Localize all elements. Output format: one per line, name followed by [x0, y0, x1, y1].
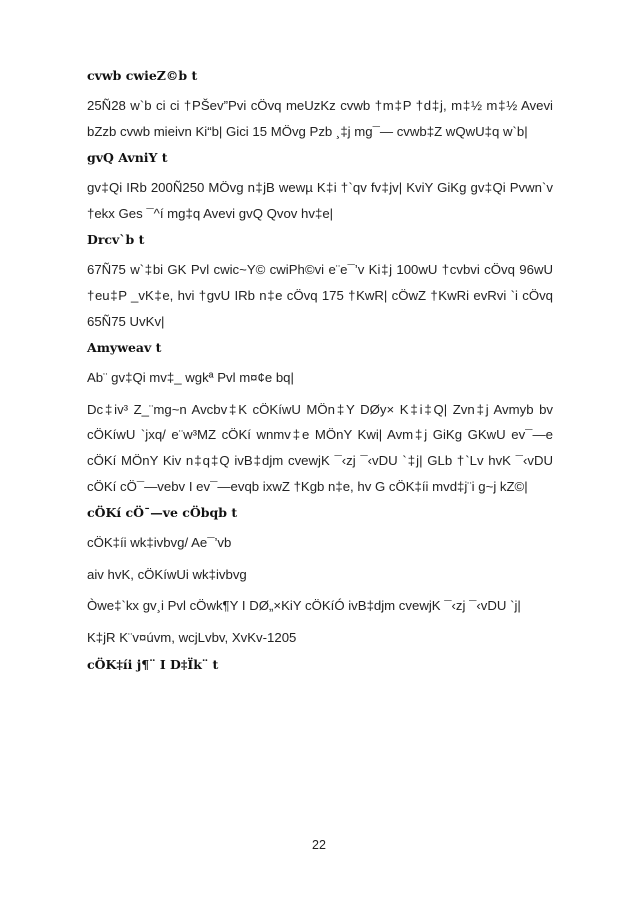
paragraph-water-change: 25Ñ28 w`b ci ci †PŠev”Pvi cÖvq meUzKz cvwb †m‡P †d‡j, m‡½ m‡½ Avevi bZzb cvwb mieivn Ki“b| Gici 15 MÖvg Pzb ¸‡j mg¯— cvwb‡Z wQwU‡q w`b| — [87, 98, 553, 139]
paragraph-project-title: Òwe‡`kx gv¸i Pvl cÖwk¶Y I DØ„×KiY cÖKíÓ ivB‡djm cvewjK ¯‹zj ¯‹vDU `j| — [87, 598, 521, 614]
page-number: 22 — [312, 838, 326, 852]
paragraph-project-title-intro: aiv hvK, cÖKíwUi wk‡ivbvg — [87, 566, 247, 582]
section-heading-disadvantages: Amyweav t — [87, 340, 162, 356]
section-heading-production: Drcv`b t — [87, 232, 145, 248]
paragraph-harvest: gv‡Qi IRb 200Ñ250 MÖvg n‡jB wewµ K‡i †`qv fv‡jv| KviY GiKg gv‡Qi Pvwn`v †ekx Ges ¯^í mg‡q Avevi gvQ Qvov hv‡e| — [87, 180, 553, 221]
section-heading-harvest: gvQ AvniY t — [87, 150, 168, 166]
paragraph-project-intro: Dc‡iv³ Z_¨mg~n Avcbv‡K cÖKíwU MÖn‡Y DØy× K‡i‡Q| Zvn‡j Avmyb bv cÖKíwU `jxq/ e¨w³MZ cÖKí wnmv‡e MÖnY Kwi| Avm‡j GiKg GKwU ev¯—e cÖKí MÖnY Kiv n‡q‡Q ivB‡djm cvewjK ¯‹zj ¯‹vDU `‡j| GLb †`Lv hvK ¯‹vDU cÖKí cÖ¯—vebv I ev¯—evqb ixwZ †Kgb n‡e, hv G cÖK‡íi mvd‡j¨i g~j kZ©| — [87, 401, 553, 494]
section-heading-project-proposal: cÖKí cÖ¯—ve cÖbqb t — [87, 505, 238, 521]
page-content — [87, 62, 553, 678]
section-heading-objectives: cÖK‡íi j¶¨ I D‡Ïk¨ t — [87, 656, 219, 672]
paragraph-disadvantage-line: Ab¨ gv‡Qi mv‡_ wgkª Pvl m¤¢e bq| — [87, 370, 294, 386]
paragraph-project-address: K‡jR K¨v¤úvm, wcjLvbv, XvKv-1205 — [87, 629, 297, 645]
paragraph-production: 67Ñ75 w`‡bi GK Pvl cwic~Y© cwiPh©vi e¨e¯’v Ki‡j 100wU †cvbvi cÖvq 96wU †eu‡P _vK‡e, hvi †gvU IRb n‡e cÖvq 175 †KwR| cÖwZ †KwRi evRvi `i cÖvq 65Ñ75 UvKv| — [87, 262, 553, 329]
section-heading-water-change: cvwb cwieZ©b t — [87, 68, 198, 83]
paragraph-project-title-label: cÖK‡íi wk‡ivbvg/ Ae¯’vb — [87, 535, 232, 551]
